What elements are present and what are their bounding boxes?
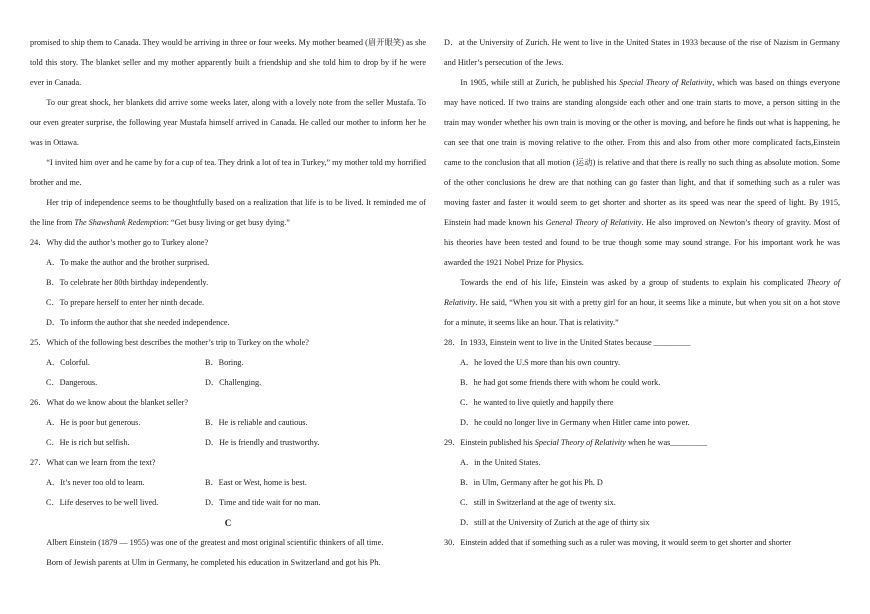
option: C．he wanted to live quietly and happily there [460, 398, 614, 407]
theory-title: General Theory of Relativity [545, 218, 642, 227]
theory-title: Special Theory of Relativity [619, 78, 713, 87]
passage-paragraph: Albert Einstein (1879 — 1955) was one of the greatest and most original scientific thinkers of all time. [46, 538, 384, 547]
theory-title: Special Theory of Relativity [534, 438, 626, 447]
option: B．He is reliable and cautious. [205, 418, 308, 427]
movie-title: The Shawshank Redemption [74, 218, 167, 227]
question-stem: 26．What do we know about the blanket seller? [30, 398, 189, 407]
option: C．Dangerous. [46, 378, 98, 387]
question-stem: 25．Which of the following best describes the mother’s trip to Turkey on the whole? [30, 338, 309, 347]
option: D．Time and tide wait for no man. [205, 498, 321, 507]
option: B．he had got some friends there with whom he could work. [460, 378, 661, 387]
text-run: , which was based on things everyone may have noticed. If two trains are standing alongside each other and one train starts to move, a person sitting in the train may wonder whether his own train is moving or the other is moving, and before he finds out what is happening, he can see that one train is moving relative to the other. From this and also from other more complicated facts,Einstein came to the conclusion that all motion (运动) is relative and that there is really no such thing as absolute motion. Some of the other conclusions he drew are that nothing can go faster than light, and that if something such as a ruler was moving faster and faster it would seem to get shorter and shorter as its speed was near the speed of light. By 1915, Einstein had made known his [444, 78, 841, 227]
question-27 [30, 453, 426, 513]
question-29 [444, 433, 840, 533]
question-24 [30, 233, 426, 333]
text-run: . He said, “When you sit with a pretty girl for an hour, it seems like a minute, but when you sit on a hot stove for a minute, it seems like an hour. That is relativity.” [444, 298, 840, 327]
left-column [30, 33, 426, 573]
option: D．he could no longer live in Germany when Hitler came into power. [460, 418, 690, 427]
text-run: In 1905, while still at Zurich, he published his [460, 78, 620, 87]
passage-paragraph: D．at the University of Zurich. He went to live in the United States in 1933 because of the rise of Nazism in Germany and Hitler’s persecution of the Jews. [444, 38, 840, 67]
question-28 [444, 333, 840, 433]
option: B．in Ulm, Germany after he got his Ph. D [460, 478, 603, 487]
option: C．To prepare herself to enter her ninth decade. [46, 298, 205, 307]
passage-paragraph [444, 73, 840, 273]
option: D．still at the University of Zurich at the age of thirty six [460, 518, 650, 527]
right-column [444, 33, 840, 553]
question-30-stem: 30．Einstein added that if something such as a ruler was moving, it would seem to get shorter and shorter [444, 538, 792, 547]
option: A．It’s never too old to learn. [46, 478, 145, 487]
text-run: 29．Einstein published his [444, 438, 535, 447]
passage-paragraph [30, 193, 426, 233]
passage-paragraph: promised to ship them to Canada. They would be arriving in three or four weeks. My mother beamed (眉开眼笑) as she told this story. The blanket seller and my mother apparently built a friendship and she told him to drop by if he were ever in Canada. [30, 38, 426, 87]
option: C．Life deserves to be well lived. [46, 498, 159, 507]
option: B．To celebrate her 80th birthday independently. [46, 278, 209, 287]
option: B．Boring. [205, 358, 244, 367]
question-stem [444, 433, 840, 453]
passage-paragraph: “I invited him over and he came by for a cup of tea. They drink a lot of tea in Turkey,” my mother told my horrified brother and me. [30, 158, 426, 187]
option: B．East or West, home is best. [205, 478, 307, 487]
option: C．still in Switzerland at the age of twenty six. [460, 498, 616, 507]
text-run: Her trip of independence seems to be thoughtfully based on a realization that life is to be lived. It reminded me of the line from [30, 198, 426, 227]
text-run: Towards the end of his life, Einstein was asked by a group of students to explain his complicated [460, 278, 807, 287]
question-26 [30, 393, 426, 453]
theory-title: Theory of Relativity [444, 278, 840, 307]
section-title: C [224, 518, 232, 528]
option: A．He is poor but generous. [46, 418, 141, 427]
option: A．in the United States. [460, 458, 541, 467]
option: D．He is friendly and trustworthy. [205, 438, 320, 447]
question-stem: 24．Why did the author’s mother go to Turkey alone? [30, 238, 209, 247]
passage-paragraph: To our great shock, her blankets did arrive some weeks later, along with a lovely note from the seller Mustafa. To our even greater surprise, the following year Mustafa himself arrived in Canada. He called our mother to inform her he was in Ottawa. [30, 98, 426, 147]
option: D．Challenging. [205, 378, 262, 387]
text-run: : “Get busy living or get busy dying.” [166, 218, 290, 227]
question-stem: 27．What can we learn from the text? [30, 458, 156, 467]
passage-paragraph [444, 273, 840, 333]
option: A．Colorful. [46, 358, 90, 367]
text-run: when he was_________ [625, 438, 708, 447]
option: C．He is rich but selfish. [46, 438, 130, 447]
question-stem: 28．In 1933, Einstein went to live in the United States because _________ [444, 338, 691, 347]
option: A．To make the author and the brother surprised. [46, 258, 210, 267]
question-25 [30, 333, 426, 393]
passage-paragraph: Born of Jewish parents at Ulm in Germany, he completed his education in Switzerland and got his Ph. [46, 558, 381, 567]
option: D．To inform the author that she needed independence. [46, 318, 230, 327]
option: A．he loved the U.S more than his own country. [460, 358, 621, 367]
text-run: . He also improved on Newton’s theory of gravity. Most of his theories have been tested and found to be true though some may sound strange. For his important work he was awarded the 1921 Nobel Prize for Physics. [444, 218, 840, 267]
